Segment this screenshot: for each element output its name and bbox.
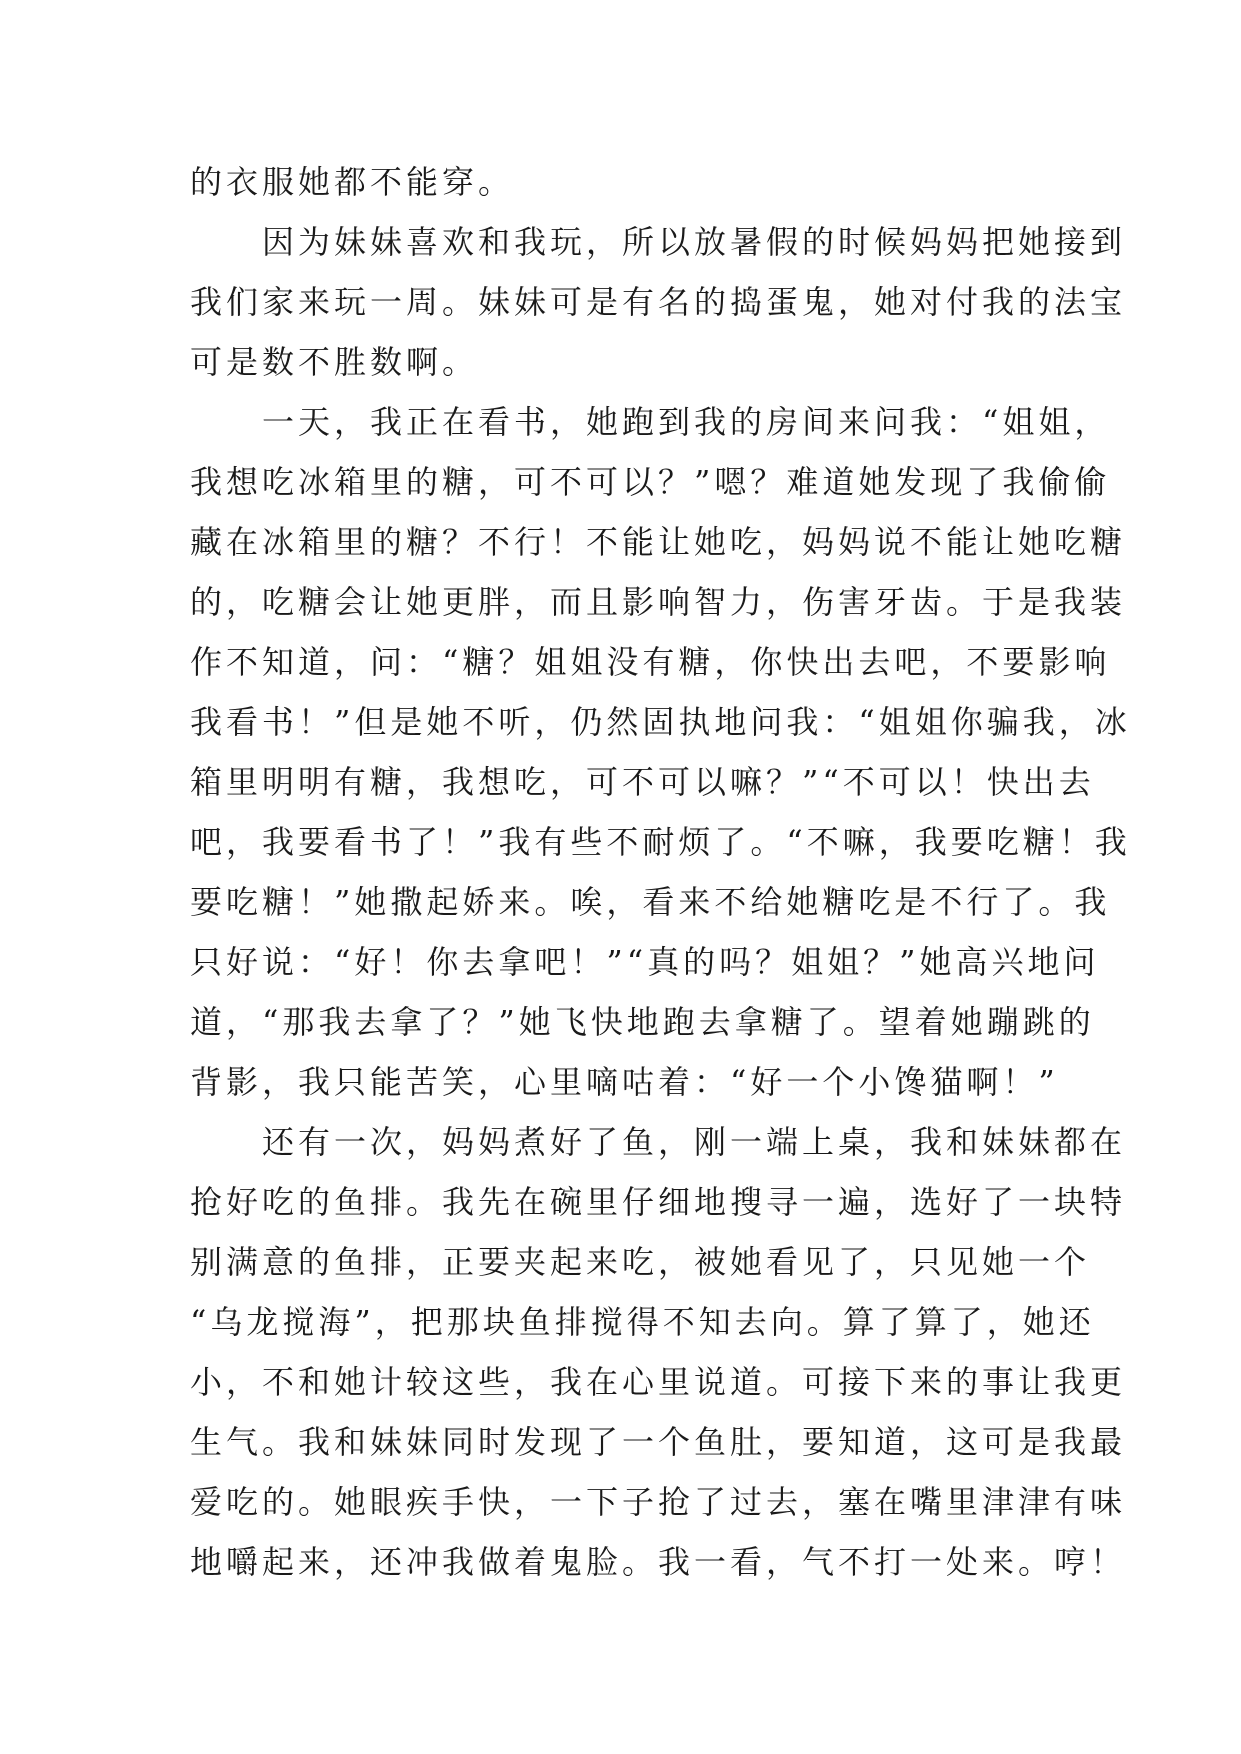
text-line: “乌龙搅海”，把那块鱼排搅得不知去向。算了算了，她还 <box>190 1303 1095 1341</box>
text-line: 抢好吃的鱼排。我先在碗里仔细地搜寻一遍，选好了一块特 <box>190 1183 1127 1221</box>
text-line: 因为妹妹喜欢和我玩，所以放暑假的时候妈妈把她接到 <box>190 223 1127 261</box>
text-line: 地嚼起来，还冲我做着鬼脸。我一看，气不打一处来。哼！ <box>190 1543 1127 1581</box>
text-line: 一天，我正在看书，她跑到我的房间来问我：“姐姐， <box>190 403 1111 441</box>
text-line: 我看书！”但是她不听，仍然固执地问我：“姐姐你骗我，冰 <box>190 703 1131 741</box>
text-line: 箱里明明有糖，我想吃，可不可以嘛？”“不可以！快出去 <box>190 763 1095 801</box>
text-line: 我们家来玩一周。妹妹可是有名的捣蛋鬼，她对付我的法宝 <box>190 283 1127 321</box>
text-line: 我想吃冰箱里的糖，可不可以？”嗯？难道她发现了我偷偷 <box>190 463 1111 501</box>
text-line: 吧，我要看书了！”我有些不耐烦了。“不嘛，我要吃糖！我 <box>190 823 1131 861</box>
text-line: 别满意的鱼排，正要夹起来吃，被她看见了，只见她一个 <box>190 1243 1091 1281</box>
text-line: 还有一次，妈妈煮好了鱼，刚一端上桌，我和妹妹都在 <box>190 1123 1127 1161</box>
text-line: 背影，我只能苦笑，心里嘀咕着：“好一个小馋猫啊！” <box>190 1063 1059 1101</box>
text-line: 可是数不胜数啊。 <box>190 343 479 381</box>
text-line: 道，“那我去拿了？”她飞快地跑去拿糖了。望着她蹦跳的 <box>190 1003 1095 1041</box>
text-line: 生气。我和妹妹同时发现了一个鱼肚，要知道，这可是我最 <box>190 1423 1127 1461</box>
body-text <box>190 152 1131 1592</box>
text-line: 爱吃的。她眼疾手快，一下子抢了过去，塞在嘴里津津有味 <box>190 1483 1127 1521</box>
text-line: 的，吃糖会让她更胖，而且影响智力，伤害牙齿。于是我装 <box>190 583 1127 621</box>
text-line: 小，不和她计较这些，我在心里说道。可接下来的事让我更 <box>190 1363 1127 1401</box>
text-line: 要吃糖！”她撒起娇来。唉，看来不给她糖吃是不行了。我 <box>190 883 1111 921</box>
text-line: 作不知道，问：“糖？姐姐没有糖，你快出去吧，不要影响 <box>190 643 1111 681</box>
text-line: 只好说：“好！你去拿吧！”“真的吗？姐姐？”她高兴地问 <box>190 943 1100 981</box>
text-line: 藏在冰箱里的糖？不行！不能让她吃，妈妈说不能让她吃糖 <box>190 523 1127 561</box>
text-line: 的衣服她都不能穿。 <box>190 163 515 201</box>
